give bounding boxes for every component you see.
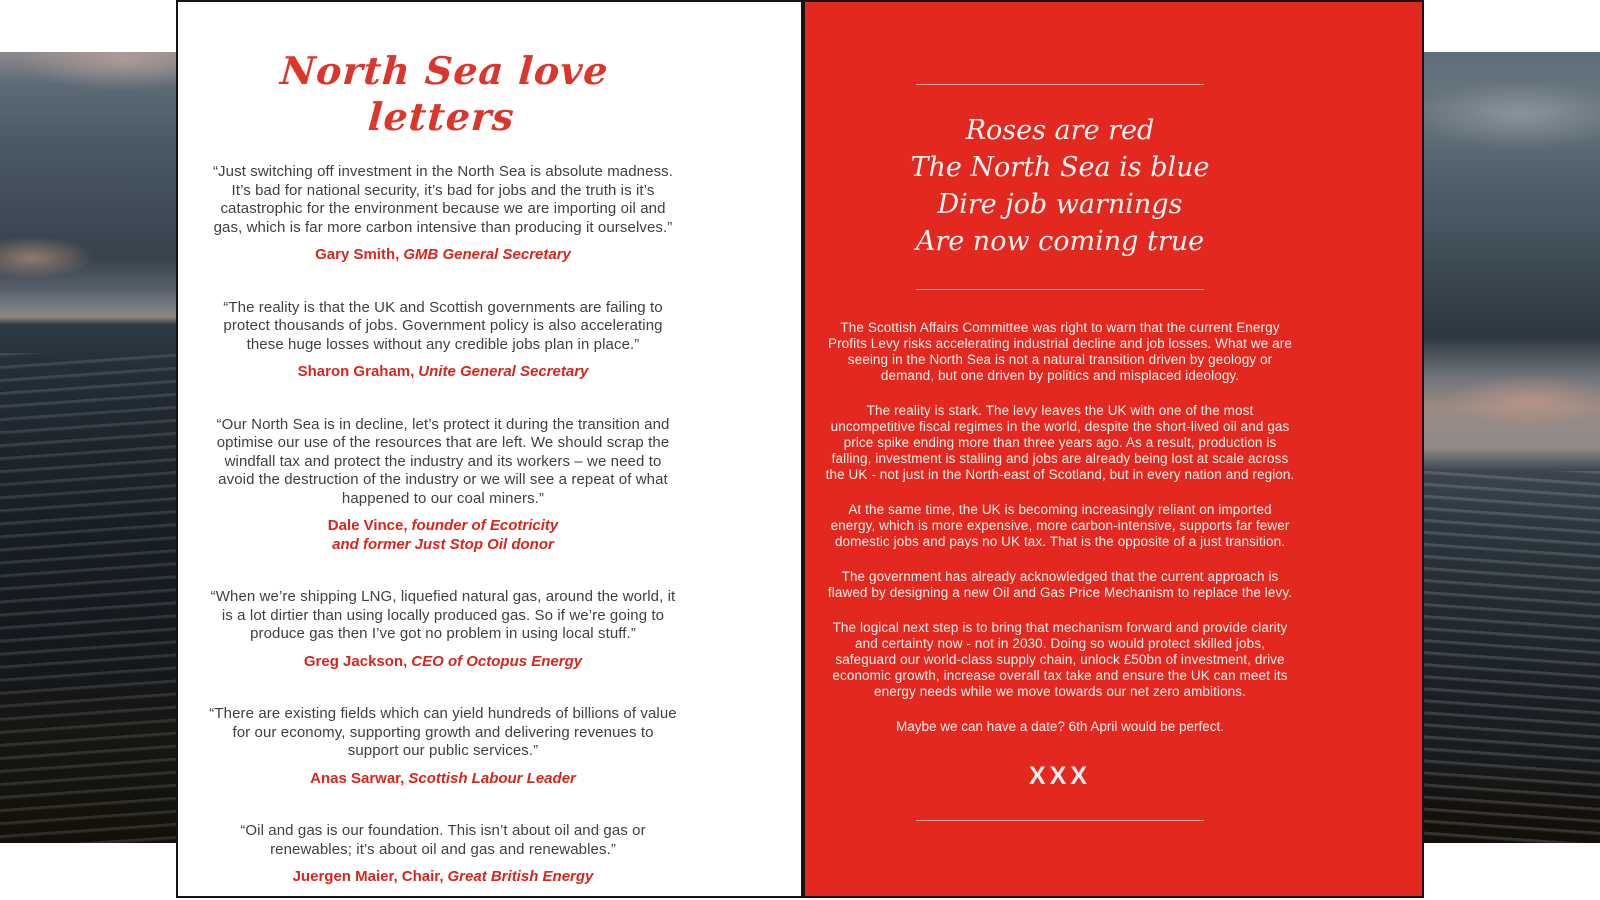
body-paragraph: The government has already acknowledged that the current approach is flawed by designing a new Oil and Gas Price Mechanism to replace the levy. [827,569,1293,600]
attribution-role: Great British Energy [447,868,594,886]
poem-line: Roses are red [965,115,1155,146]
attribution-role: GMB General Secretary [403,246,571,264]
poem-line: Dire job warnings [937,189,1183,220]
body-paragraph: At the same time, the UK is becoming increasingly reliant on imported energy, which is more expensive, more carbon-intensive, supports far fewer domestic jobs and pays no UK tax. That is the opposite of a just transition. [830,502,1290,549]
sea-photo-left-strip [0,52,176,843]
attribution-role: Scottish Labour Leader [408,769,576,787]
valentine-card [803,0,1424,898]
attribution-role: Unite General Secretary [418,363,589,381]
quote-block [208,588,678,671]
poem [825,112,1295,260]
quote-text: “Our North Sea is in decline, let’s protect it during the transition and optimise our use of the resources that are left. We should scrap the windfall tax and protect the industry and its workers – we need to avoid the destruction of the industry or we will see a repeat of what happened to our coal miners.” [216,415,670,507]
quote-block [208,163,678,265]
love-letters-content [208,48,678,887]
love-letters-card [176,0,803,898]
divider-bottom [916,820,1204,821]
quote-block [208,822,678,887]
poem-line: Are now coming true [915,226,1205,257]
quote-attribution [208,868,678,887]
attribution-name: Gary Smith, [315,246,400,264]
letter-body [825,320,1295,735]
quote-attribution [208,246,678,265]
attribution-role-line2: and former Just Stop Oil donor [332,535,554,553]
quote-text: “When we’re shipping LNG, liquefied natural gas, around the world, it is a lot dirtier than using locally produced gas. So if we’re going to produce gas then I’ve got no problem in using local stuff.” [210,588,676,643]
divider-middle [916,289,1204,290]
attribution-role: founder of Ecotricity [411,517,559,535]
page-title: North Sea love letters [279,48,611,139]
sea-photo-right-strip [1424,52,1600,843]
quote-attribution [208,517,678,554]
quote-text: “Oil and gas is our foundation. This isn’t about oil and gas or renewables; it’s about oil and gas and renewables.” [240,822,646,858]
quote-text: “The reality is that the UK and Scottish governments are failing to protect thousands of jobs. Government policy is also accelerating these huge losses without any credible jobs plan in place.” [223,298,663,353]
attribution-name: Greg Jackson, [303,652,408,670]
body-paragraph: The Scottish Affairs Committee was right to warn that the current Energy Profits Levy risks accelerating industrial decline and job losses. What we are seeing in the North Sea is not a natural transition driven by geology or demand, but one driven by politics and misplaced ideology. [827,320,1292,383]
attribution-name: Sharon Graham, [297,363,415,381]
quote-block [208,416,678,555]
body-paragraph: The reality is stark. The levy leaves the UK with one of the most uncompetitive fiscal regimes in the world, despite the short-lived oil and gas price spike ending more than three years ago. As a result, production is falling, investment is stalling and jobs are already being lost at scale across the UK - not just in the North-east of Scotland, but in every nation and region. [825,403,1295,482]
quote-attribution [208,363,678,382]
divider-top [916,84,1204,85]
kisses-xxx: XXX [1028,762,1092,790]
quote-block [208,299,678,382]
valentine-content [825,84,1295,821]
attribution-name: Anas Sarwar, [310,769,405,787]
poem-line: The North Sea is blue [910,152,1210,183]
quote-attribution [208,770,678,789]
body-paragraph: The logical next step is to bring that mechanism forward and provide clarity and certainty now - not in 2030. Doing so would protect skilled jobs, safeguard our world-class supply chain, unlock £50bn of investment, drive economic growth, increase overall tax take and ensure the UK can meet its energy needs while we move towards our net zero ambitions. [832,620,1288,699]
quote-text: “There are existing fields which can yield hundreds of billions of value for our economy, supporting growth and delivering revenues to support our public services.” [209,705,677,760]
attribution-name: Juergen Maier, Chair, [292,868,444,886]
attribution-name: Dale Vince, [327,517,408,535]
quote-text: “Just switching off investment in the North Sea is absolute madness. It’s bad for national security, it’s bad for jobs and the truth is it’s catastrophic for the environment because we are importing oil and gas, which is far more carbon intensive than producing it ourselves.” [212,163,674,236]
closing-line: Maybe we can have a date? 6th April would be perfect. [896,719,1224,734]
quote-attribution [208,653,678,672]
quote-block [208,705,678,788]
attribution-role: CEO of Octopus Energy [411,652,583,670]
